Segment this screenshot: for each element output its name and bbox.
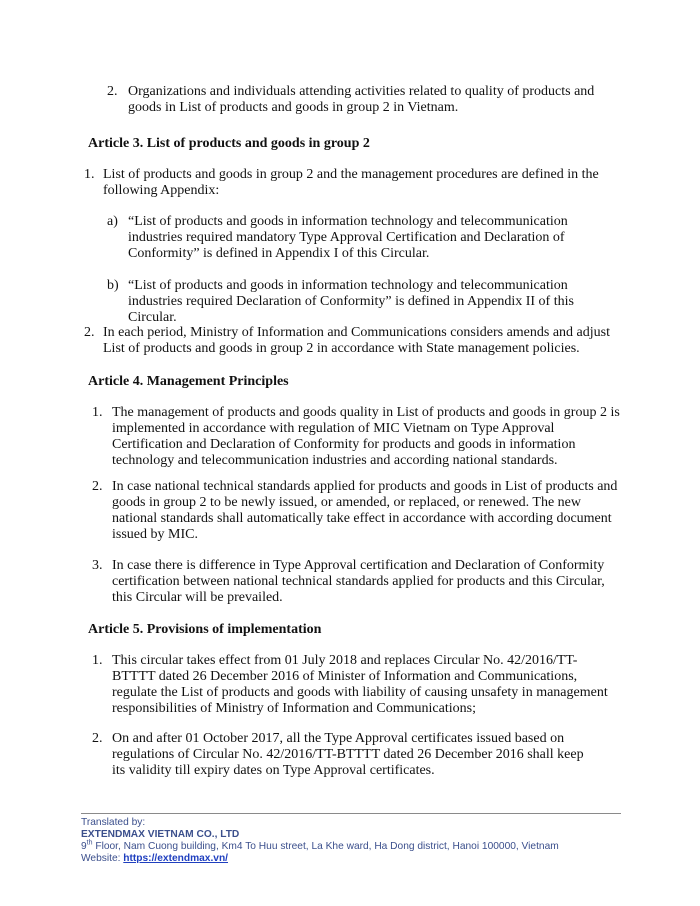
article-4-item-2: In case national technical standards applied for products and goods in List of products and goods in group 2 to be newly issued, or amended, or replaced, or renewed. The new national standards shall automatically take effect in accordance with according document issued by MIC.	[112, 479, 618, 542]
footer-divider	[81, 813, 621, 814]
article-4-item-1: The management of products and goods quality in List of products and goods in group 2 is implemented in accordance with regulation of MIC Vietnam on Type Approval Certification and Declaration of Conformity for products and goods in information technology and telecommunication industries and according national standards.	[112, 405, 620, 468]
list-number: 2.	[92, 479, 103, 494]
list-number: 1.	[92, 405, 103, 420]
article-4-heading: Article 4. Management Principles	[88, 374, 289, 389]
footer-company-name: EXTENDMAX VIETNAM CO., LTD	[81, 829, 240, 840]
list-letter: a)	[107, 214, 118, 229]
address-rest: Floor, Nam Cuong building, Km4 To Huu street, La Khe ward, Ha Dong district, Hanoi 100000, Vietnam	[92, 841, 559, 852]
article-3-item-1a: “List of products and goods in information technology and telecommunication industries required mandatory Type Approval Certification and Declaration of Conformity” is defined in Appendix I of this Circular.	[128, 214, 568, 261]
footer-translated-by: Translated by:	[81, 817, 146, 828]
list-number: 2.	[84, 325, 95, 340]
article-5-item-2: On and after 01 October 2017, all the Type Approval certificates issued based on regulations of Circular No. 42/2016/TT-BTTTT dated 26 December 2016 shall keep its validity till expiry dates on Type Approval certificates.	[112, 731, 584, 778]
list-number: 1.	[84, 167, 95, 182]
list-number: 2.	[92, 731, 103, 746]
article-3-item-1: List of products and goods in group 2 and the management procedures are defined in the following Appendix:	[103, 167, 599, 198]
article-2-item-2: Organizations and individuals attending activities related to quality of products and goods in List of products and goods in group 2 in Vietnam.	[128, 84, 595, 115]
website-label: Website:	[81, 853, 124, 864]
footer-address	[81, 841, 559, 854]
article-5-heading: Article 5. Provisions of implementation	[88, 622, 322, 637]
article-3-item-2: In each period, Ministry of Information and Communications considers amends and adjust List of products and goods in group 2 in accordance with State management policies.	[103, 325, 611, 356]
address-ordinal: th	[86, 839, 93, 847]
website-link[interactable]: https://extendmax.vn/	[123, 853, 229, 864]
article-4-item-3: In case there is difference in Type Approval certification and Declaration of Conformity certification between national technical standards applied for products and this Circular, this Circular will be prevailed.	[112, 558, 605, 605]
address-floor: 9	[81, 841, 87, 852]
article-5-item-1: This circular takes effect from 01 July 2018 and replaces Circular No. 42/2016/TT- BTTTT dated 26 December 2016 of Minister of Information and Communications, regulate the List of products and goods with liability of causing unsafety in management responsibilities of Ministry of Information and Communications;	[112, 653, 608, 716]
footer-website	[81, 853, 228, 866]
list-letter: b)	[107, 278, 119, 293]
list-number: 1.	[92, 653, 103, 668]
article-3-heading: Article 3. List of products and goods in group 2	[88, 136, 370, 151]
list-number: 3.	[92, 558, 103, 573]
article-3-item-1b: “List of products and goods in information technology and telecommunication industries required Declaration of Conformity” is defined in Appendix II of this Circular.	[128, 278, 574, 325]
list-number: 2.	[107, 84, 118, 99]
